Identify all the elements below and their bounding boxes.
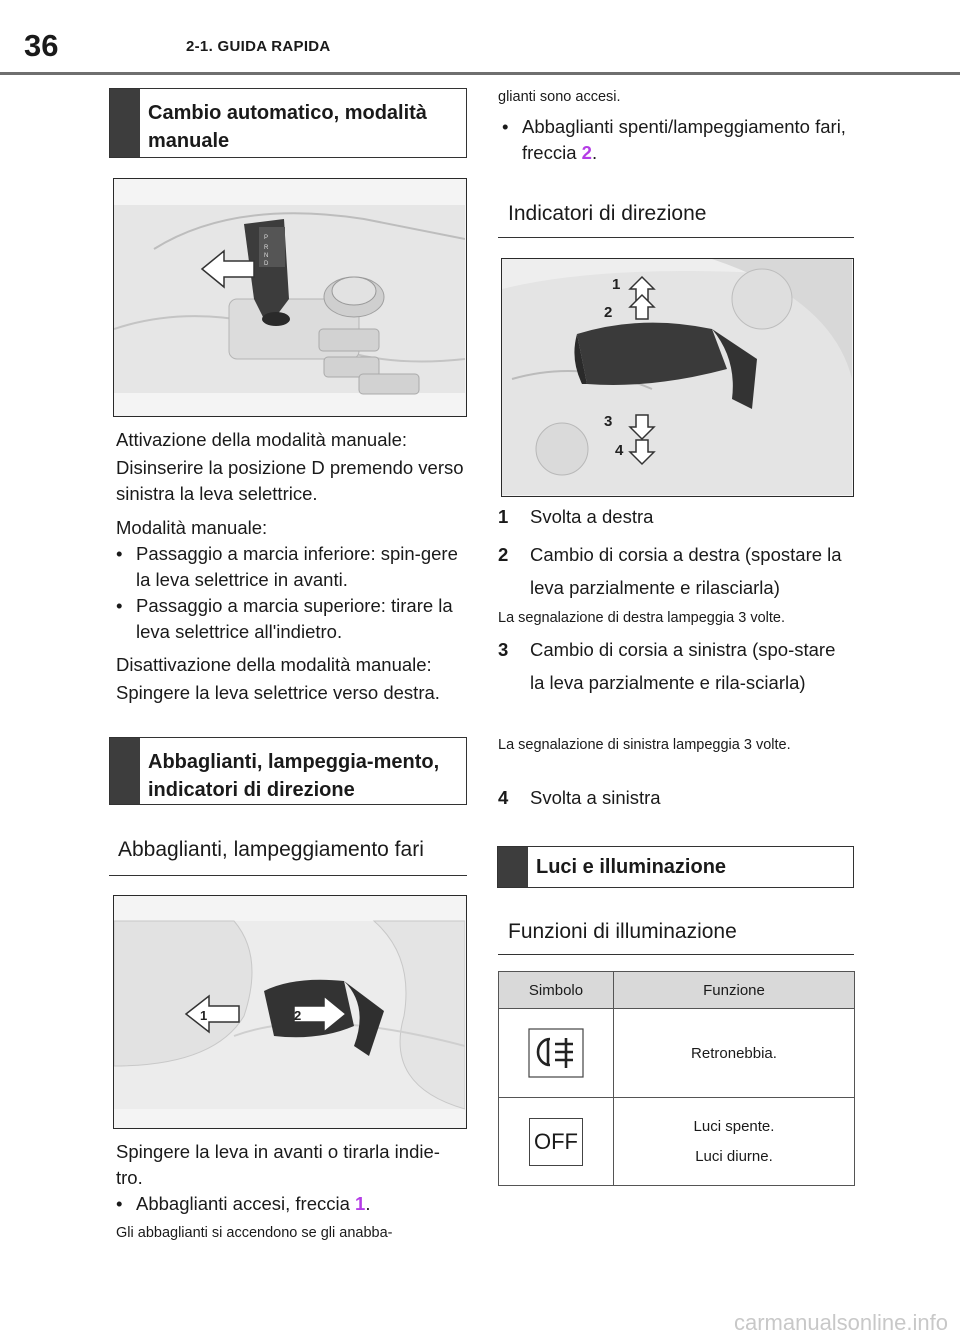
list-item [498,781,854,814]
sub-heading-indicatori: Indicatori di direzione [498,202,854,238]
item-text: Cambio di corsia a destra (spostare la leva parzialmente e rilasciarla) [530,544,842,598]
paragraph: Disattivazione della modalità manuale: [116,654,432,675]
figure-high-beam-lever [113,895,467,1129]
off-symbol: OFF [529,1118,583,1166]
section-heading-cambio [109,88,467,158]
list-item [498,633,854,699]
section-bar [110,89,140,157]
note-continuation: glianti sono accesi. [498,89,621,105]
gear-label-p: P [264,235,269,241]
bullet-text: Abbaglianti spenti/lampeggiamento fari, freccia [522,116,846,163]
section-title: Luci e illuminazione [536,856,727,878]
note: La segnalazione di destra lampeggia 3 volte. [498,610,785,626]
sub-heading-abbaglianti: Abbaglianti, lampeggiamento fari [109,838,467,876]
function-text: Luci spente. [693,1117,775,1135]
gear-label-n: N [264,253,269,259]
arrow-label-4: 4 [615,442,624,459]
function-text: Luci diurne. [695,1147,773,1165]
figure-gear-selector [113,178,467,417]
section-title: Cambio automatico, modalità manuale [148,102,427,152]
column-header-funzione: Funzione [614,972,855,1009]
section-heading-luci [497,846,854,888]
note: Gli abbaglianti si accendono se gli anabba- [116,1225,393,1241]
section-title: Abbaglianti, lampeggia-mento, indicatori di direzione [148,751,440,801]
bullet-item: • Passaggio a marcia superiore: tirare la leva selettrice all'indietro. [112,593,466,645]
paragraph: Spingere la leva selettrice verso destra. [116,682,440,703]
page-number: 36 [24,28,59,63]
function-cell: Retronebbia. [614,1009,855,1098]
item-text: Cambio di corsia a sinistra (spo-stare la leva parzialmente e rila-sciarla) [530,639,836,693]
list-item [498,500,854,533]
column-header-simbolo: Simbolo [499,972,614,1009]
item-number: 1 [498,506,509,527]
item-number: 2 [498,544,509,565]
function-cell [614,1098,855,1186]
arrow-label-2: 2 [294,1008,302,1023]
list-item [498,538,854,604]
paragraph: Attivazione della modalità manuale: [116,429,408,450]
chapter-title: 2-1. GUIDA RAPIDA [186,38,331,55]
arrow-number: 2 [581,142,592,163]
bullet-item [112,1191,466,1217]
bullet-end: . [591,142,598,163]
gear-label-r: R [264,245,269,251]
lighting-functions-table [498,971,855,1186]
watermark: carmanualsonline.info [733,1310,948,1335]
header-divider [0,72,960,75]
symbol-cell [499,1009,614,1098]
paragraph: Disinserire la posizione D premendo verso sinistra la leva selettrice. [116,457,464,504]
arrow-label-2: 2 [604,304,613,321]
bullet-text: Abbaglianti accesi, freccia [136,1193,356,1214]
item-text: Svolta a destra [530,506,654,527]
gear-label-d: D [264,261,269,267]
figure-turn-signal-lever [501,258,854,497]
item-number: 3 [498,639,509,660]
symbol-cell [499,1098,614,1186]
note: La segnalazione di sinistra lampeggia 3 volte. [498,737,791,753]
section-heading-abbaglianti [109,737,467,805]
table-header-row [499,972,855,1009]
arrow-label-1: 1 [200,1008,208,1023]
arrow-label-3: 3 [604,413,613,430]
item-number: 4 [498,787,509,808]
arrow-label-1: 1 [612,276,621,293]
section-bar [498,847,528,887]
paragraph: Spingere la leva in avanti o tirarla indie-tro. [116,1141,440,1188]
bullet-item [498,114,854,166]
item-text: Svolta a sinistra [530,787,661,808]
bullet-end: . [365,1193,371,1214]
arrow-number: 1 [355,1193,366,1214]
bullet-item: • Passaggio a marcia inferiore: spin-gere la leva selettrice in avanti. [112,541,466,593]
sub-heading-funzioni: Funzioni di illuminazione [498,920,854,955]
rear-fog-light-icon [528,1028,584,1078]
table-row [499,1009,855,1098]
paragraph: Modalità manuale: [116,517,268,538]
section-bar [110,738,140,804]
table-row [499,1098,855,1186]
